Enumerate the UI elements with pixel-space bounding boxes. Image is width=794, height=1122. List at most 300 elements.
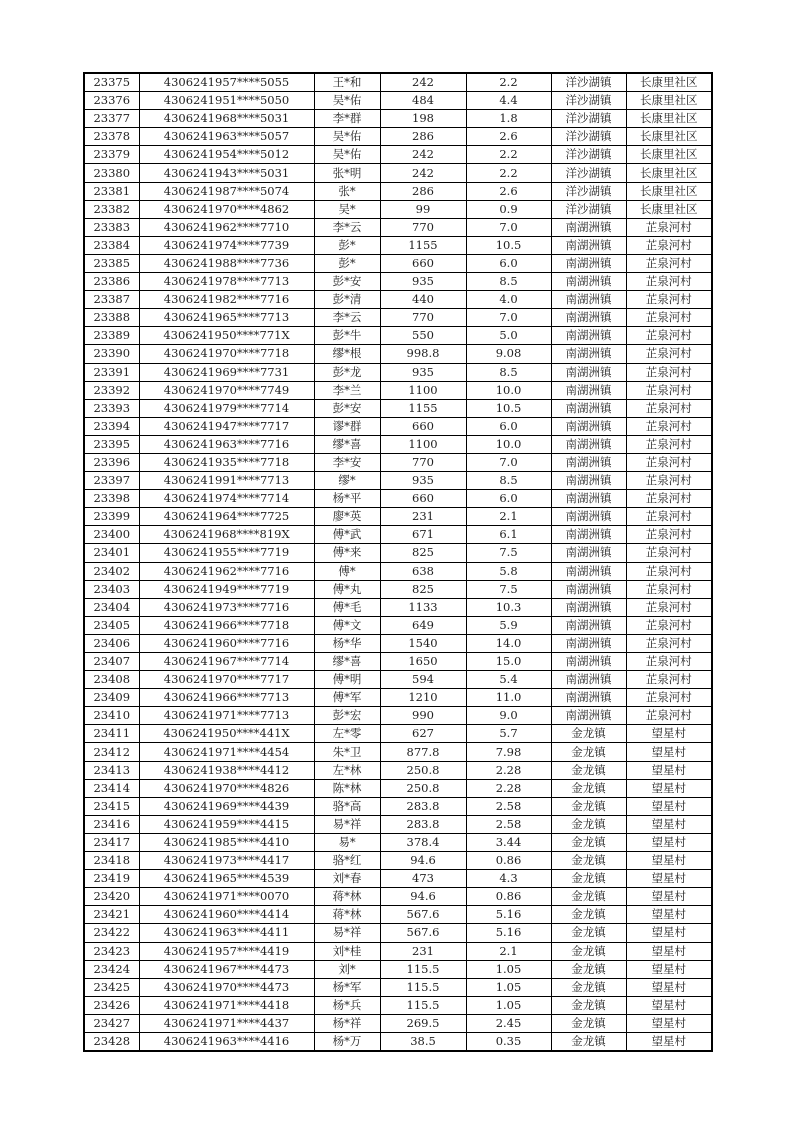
table-row — [84, 815, 712, 833]
table-row — [84, 218, 712, 236]
cell-quantity: 10.3 — [466, 598, 551, 616]
table-row — [84, 453, 712, 471]
cell-village: 芷泉河村 — [626, 490, 712, 508]
cell-quantity: 5.7 — [466, 725, 551, 743]
cell-town: 金龙镇 — [551, 743, 626, 761]
cell-town: 南湖洲镇 — [551, 472, 626, 490]
cell-amount: 660 — [380, 490, 466, 508]
cell-quantity: 1.05 — [466, 960, 551, 978]
cell-amount: 567.6 — [380, 906, 466, 924]
cell-name: 傅*武 — [314, 526, 380, 544]
cell-town: 洋沙湖镇 — [551, 146, 626, 164]
cell-name: 杨*万 — [314, 1032, 380, 1051]
cell-town: 南湖洲镇 — [551, 689, 626, 707]
cell-id-number: 4306241987****5074 — [139, 182, 314, 200]
cell-quantity: 2.45 — [466, 1014, 551, 1032]
cell-village: 芷泉河村 — [626, 671, 712, 689]
cell-town: 洋沙湖镇 — [551, 110, 626, 128]
cell-amount: 94.6 — [380, 888, 466, 906]
table-row — [84, 399, 712, 417]
cell-name: 易*祥 — [314, 924, 380, 942]
cell-village: 长康里社区 — [626, 164, 712, 182]
cell-id-number: 4306241973****4417 — [139, 852, 314, 870]
cell-row-number: 23375 — [84, 73, 139, 92]
cell-quantity: 5.8 — [466, 562, 551, 580]
table-row — [84, 942, 712, 960]
cell-village: 芷泉河村 — [626, 435, 712, 453]
cell-name: 彭*清 — [314, 291, 380, 309]
cell-name: 张* — [314, 182, 380, 200]
cell-id-number: 4306241969****4439 — [139, 797, 314, 815]
cell-town: 金龙镇 — [551, 833, 626, 851]
cell-id-number: 4306241991****7713 — [139, 472, 314, 490]
cell-town: 洋沙湖镇 — [551, 73, 626, 92]
cell-amount: 825 — [380, 544, 466, 562]
table-row — [84, 92, 712, 110]
cell-id-number: 4306241949****7719 — [139, 580, 314, 598]
cell-town: 南湖洲镇 — [551, 653, 626, 671]
cell-id-number: 4306241969****7731 — [139, 363, 314, 381]
cell-id-number: 4306241970****4826 — [139, 779, 314, 797]
cell-id-number: 4306241970****7717 — [139, 671, 314, 689]
cell-amount: 231 — [380, 508, 466, 526]
cell-name: 缪*根 — [314, 345, 380, 363]
cell-quantity: 1.8 — [466, 110, 551, 128]
table-row — [84, 707, 712, 725]
cell-name: 傅* — [314, 562, 380, 580]
table-row — [84, 616, 712, 634]
cell-id-number: 4306241970****7718 — [139, 345, 314, 363]
cell-name: 李*兰 — [314, 381, 380, 399]
cell-id-number: 4306241965****4539 — [139, 870, 314, 888]
cell-village: 芷泉河村 — [626, 653, 712, 671]
cell-village: 望星村 — [626, 725, 712, 743]
cell-quantity: 10.0 — [466, 435, 551, 453]
cell-name: 彭*安 — [314, 273, 380, 291]
cell-amount: 638 — [380, 562, 466, 580]
cell-amount: 286 — [380, 182, 466, 200]
cell-id-number: 4306241970****4473 — [139, 978, 314, 996]
table-row — [84, 960, 712, 978]
cell-town: 南湖洲镇 — [551, 435, 626, 453]
cell-village: 芷泉河村 — [626, 544, 712, 562]
cell-row-number: 23391 — [84, 363, 139, 381]
cell-town: 南湖洲镇 — [551, 544, 626, 562]
cell-row-number: 23405 — [84, 616, 139, 634]
cell-town: 南湖洲镇 — [551, 218, 626, 236]
cell-quantity: 0.35 — [466, 1032, 551, 1051]
cell-village: 芷泉河村 — [626, 472, 712, 490]
cell-name: 彭*宏 — [314, 707, 380, 725]
cell-row-number: 23383 — [84, 218, 139, 236]
cell-row-number: 23394 — [84, 417, 139, 435]
cell-amount: 484 — [380, 92, 466, 110]
cell-row-number: 23416 — [84, 815, 139, 833]
cell-name: 彭* — [314, 254, 380, 272]
cell-village: 芷泉河村 — [626, 381, 712, 399]
cell-id-number: 4306241971****4454 — [139, 743, 314, 761]
cell-id-number: 4306241963****7716 — [139, 435, 314, 453]
cell-quantity: 6.0 — [466, 490, 551, 508]
cell-amount: 627 — [380, 725, 466, 743]
cell-id-number: 4306241968****819X — [139, 526, 314, 544]
table-row — [84, 381, 712, 399]
cell-village: 长康里社区 — [626, 92, 712, 110]
cell-name: 缪* — [314, 472, 380, 490]
cell-village: 望星村 — [626, 743, 712, 761]
cell-amount: 567.6 — [380, 924, 466, 942]
cell-village: 望星村 — [626, 870, 712, 888]
cell-village: 芷泉河村 — [626, 417, 712, 435]
cell-town: 南湖洲镇 — [551, 417, 626, 435]
cell-id-number: 4306241968****5031 — [139, 110, 314, 128]
cell-village: 长康里社区 — [626, 182, 712, 200]
table-row — [84, 797, 712, 815]
table-row — [84, 906, 712, 924]
cell-quantity: 2.58 — [466, 797, 551, 815]
cell-id-number: 4306241982****7716 — [139, 291, 314, 309]
cell-row-number: 23414 — [84, 779, 139, 797]
cell-amount: 269.5 — [380, 1014, 466, 1032]
cell-name: 傅*文 — [314, 616, 380, 634]
table-row — [84, 870, 712, 888]
table-row — [84, 200, 712, 218]
cell-village: 芷泉河村 — [626, 236, 712, 254]
cell-name: 谬*群 — [314, 417, 380, 435]
cell-town: 金龙镇 — [551, 996, 626, 1014]
cell-row-number: 23427 — [84, 1014, 139, 1032]
cell-id-number: 4306241988****7736 — [139, 254, 314, 272]
cell-village: 芷泉河村 — [626, 399, 712, 417]
cell-quantity: 7.98 — [466, 743, 551, 761]
cell-quantity: 5.16 — [466, 906, 551, 924]
cell-quantity: 5.4 — [466, 671, 551, 689]
cell-name: 彭*安 — [314, 399, 380, 417]
cell-village: 芷泉河村 — [626, 291, 712, 309]
cell-id-number: 4306241962****7716 — [139, 562, 314, 580]
cell-quantity: 2.6 — [466, 128, 551, 146]
cell-row-number: 23393 — [84, 399, 139, 417]
cell-amount: 440 — [380, 291, 466, 309]
table-body — [84, 73, 712, 1051]
cell-quantity: 5.9 — [466, 616, 551, 634]
cell-name: 左*林 — [314, 761, 380, 779]
cell-town: 金龙镇 — [551, 924, 626, 942]
cell-quantity: 10.5 — [466, 399, 551, 417]
table-row — [84, 508, 712, 526]
cell-amount: 115.5 — [380, 960, 466, 978]
cell-town: 南湖洲镇 — [551, 508, 626, 526]
cell-quantity: 2.28 — [466, 761, 551, 779]
cell-town: 金龙镇 — [551, 960, 626, 978]
cell-quantity: 2.2 — [466, 146, 551, 164]
table-row — [84, 544, 712, 562]
cell-name: 廖*英 — [314, 508, 380, 526]
cell-name: 彭*龙 — [314, 363, 380, 381]
cell-id-number: 4306241951****5050 — [139, 92, 314, 110]
cell-quantity: 8.5 — [466, 363, 551, 381]
table-row — [84, 671, 712, 689]
cell-village: 芷泉河村 — [626, 689, 712, 707]
table-row — [84, 363, 712, 381]
cell-village: 望星村 — [626, 761, 712, 779]
cell-town: 金龙镇 — [551, 852, 626, 870]
table-row — [84, 562, 712, 580]
cell-amount: 115.5 — [380, 978, 466, 996]
cell-row-number: 23408 — [84, 671, 139, 689]
cell-name: 陈*林 — [314, 779, 380, 797]
cell-id-number: 4306241960****4414 — [139, 906, 314, 924]
cell-amount: 990 — [380, 707, 466, 725]
cell-row-number: 23409 — [84, 689, 139, 707]
cell-row-number: 23398 — [84, 490, 139, 508]
cell-row-number: 23390 — [84, 345, 139, 363]
cell-id-number: 4306241957****5055 — [139, 73, 314, 92]
cell-village: 芷泉河村 — [626, 598, 712, 616]
cell-village: 芷泉河村 — [626, 580, 712, 598]
cell-row-number: 23377 — [84, 110, 139, 128]
cell-amount: 1650 — [380, 653, 466, 671]
cell-id-number: 4306241950****771X — [139, 327, 314, 345]
cell-row-number: 23426 — [84, 996, 139, 1014]
cell-amount: 283.8 — [380, 797, 466, 815]
cell-quantity: 4.3 — [466, 870, 551, 888]
cell-id-number: 4306241967****4473 — [139, 960, 314, 978]
cell-row-number: 23424 — [84, 960, 139, 978]
cell-name: 傅*丸 — [314, 580, 380, 598]
table-row — [84, 761, 712, 779]
cell-row-number: 23400 — [84, 526, 139, 544]
cell-town: 南湖洲镇 — [551, 453, 626, 471]
cell-town: 南湖洲镇 — [551, 490, 626, 508]
cell-town: 南湖洲镇 — [551, 580, 626, 598]
cell-row-number: 23425 — [84, 978, 139, 996]
cell-amount: 660 — [380, 254, 466, 272]
cell-town: 金龙镇 — [551, 1032, 626, 1051]
cell-amount: 473 — [380, 870, 466, 888]
cell-quantity: 7.0 — [466, 453, 551, 471]
cell-village: 芷泉河村 — [626, 616, 712, 634]
cell-quantity: 7.5 — [466, 544, 551, 562]
cell-row-number: 23415 — [84, 797, 139, 815]
cell-quantity: 5.16 — [466, 924, 551, 942]
cell-id-number: 4306241954****5012 — [139, 146, 314, 164]
cell-amount: 283.8 — [380, 815, 466, 833]
cell-village: 芷泉河村 — [626, 363, 712, 381]
cell-quantity: 2.2 — [466, 164, 551, 182]
cell-row-number: 23403 — [84, 580, 139, 598]
table-row — [84, 110, 712, 128]
cell-village: 长康里社区 — [626, 128, 712, 146]
table-row — [84, 327, 712, 345]
cell-town: 南湖洲镇 — [551, 345, 626, 363]
cell-id-number: 4306241964****7725 — [139, 508, 314, 526]
table-row — [84, 128, 712, 146]
cell-quantity: 2.28 — [466, 779, 551, 797]
table-row — [84, 1014, 712, 1032]
cell-town: 南湖洲镇 — [551, 363, 626, 381]
table-row — [84, 526, 712, 544]
cell-quantity: 2.58 — [466, 815, 551, 833]
cell-name: 易* — [314, 833, 380, 851]
cell-row-number: 23422 — [84, 924, 139, 942]
cell-quantity: 8.5 — [466, 273, 551, 291]
cell-id-number: 4306241971****0070 — [139, 888, 314, 906]
cell-town: 金龙镇 — [551, 779, 626, 797]
table-row — [84, 73, 712, 92]
cell-town: 金龙镇 — [551, 906, 626, 924]
table-row — [84, 146, 712, 164]
cell-id-number: 4306241979****7714 — [139, 399, 314, 417]
cell-town: 南湖洲镇 — [551, 236, 626, 254]
cell-amount: 825 — [380, 580, 466, 598]
cell-amount: 1210 — [380, 689, 466, 707]
cell-id-number: 4306241963****4411 — [139, 924, 314, 942]
cell-name: 吴*佑 — [314, 146, 380, 164]
cell-row-number: 23388 — [84, 309, 139, 327]
cell-town: 金龙镇 — [551, 888, 626, 906]
cell-village: 芷泉河村 — [626, 327, 712, 345]
cell-amount: 242 — [380, 73, 466, 92]
table-row — [84, 996, 712, 1014]
cell-town: 南湖洲镇 — [551, 399, 626, 417]
cell-amount: 242 — [380, 146, 466, 164]
table-row — [84, 852, 712, 870]
cell-id-number: 4306241974****7714 — [139, 490, 314, 508]
cell-name: 张*明 — [314, 164, 380, 182]
cell-row-number: 23404 — [84, 598, 139, 616]
cell-name: 左*零 — [314, 725, 380, 743]
table-row — [84, 472, 712, 490]
table-row — [84, 653, 712, 671]
data-table — [83, 72, 713, 1052]
cell-village: 芷泉河村 — [626, 508, 712, 526]
cell-row-number: 23380 — [84, 164, 139, 182]
cell-id-number: 4306241962****7710 — [139, 218, 314, 236]
cell-name: 缪*喜 — [314, 435, 380, 453]
cell-row-number: 23413 — [84, 761, 139, 779]
cell-town: 金龙镇 — [551, 815, 626, 833]
cell-amount: 770 — [380, 218, 466, 236]
table-row — [84, 182, 712, 200]
cell-amount: 1100 — [380, 381, 466, 399]
cell-row-number: 23417 — [84, 833, 139, 851]
cell-row-number: 23396 — [84, 453, 139, 471]
table-row — [84, 634, 712, 652]
cell-town: 南湖洲镇 — [551, 616, 626, 634]
cell-row-number: 23428 — [84, 1032, 139, 1051]
cell-row-number: 23412 — [84, 743, 139, 761]
table-row — [84, 888, 712, 906]
cell-name: 李*群 — [314, 110, 380, 128]
table-row — [84, 978, 712, 996]
cell-amount: 1100 — [380, 435, 466, 453]
cell-village: 望星村 — [626, 852, 712, 870]
cell-town: 金龙镇 — [551, 978, 626, 996]
cell-quantity: 6.0 — [466, 417, 551, 435]
cell-id-number: 4306241960****7716 — [139, 634, 314, 652]
cell-town: 洋沙湖镇 — [551, 128, 626, 146]
cell-name: 刘*春 — [314, 870, 380, 888]
cell-amount: 286 — [380, 128, 466, 146]
cell-id-number: 4306241957****4419 — [139, 942, 314, 960]
cell-quantity: 14.0 — [466, 634, 551, 652]
cell-town: 金龙镇 — [551, 761, 626, 779]
cell-village: 望星村 — [626, 1014, 712, 1032]
cell-village: 芷泉河村 — [626, 562, 712, 580]
cell-town: 南湖洲镇 — [551, 598, 626, 616]
cell-amount: 94.6 — [380, 852, 466, 870]
cell-town: 洋沙湖镇 — [551, 92, 626, 110]
cell-row-number: 23418 — [84, 852, 139, 870]
cell-amount: 1540 — [380, 634, 466, 652]
cell-row-number: 23423 — [84, 942, 139, 960]
cell-row-number: 23411 — [84, 725, 139, 743]
cell-village: 望星村 — [626, 978, 712, 996]
cell-quantity: 9.08 — [466, 345, 551, 363]
cell-name: 易*祥 — [314, 815, 380, 833]
cell-quantity: 2.1 — [466, 942, 551, 960]
cell-quantity: 11.0 — [466, 689, 551, 707]
cell-amount: 1155 — [380, 399, 466, 417]
cell-row-number: 23420 — [84, 888, 139, 906]
cell-row-number: 23387 — [84, 291, 139, 309]
cell-id-number: 4306241966****7718 — [139, 616, 314, 634]
cell-village: 长康里社区 — [626, 146, 712, 164]
cell-id-number: 4306241935****7718 — [139, 453, 314, 471]
cell-village: 望星村 — [626, 942, 712, 960]
cell-quantity: 5.0 — [466, 327, 551, 345]
cell-amount: 594 — [380, 671, 466, 689]
cell-amount: 115.5 — [380, 996, 466, 1014]
cell-amount: 231 — [380, 942, 466, 960]
cell-row-number: 23389 — [84, 327, 139, 345]
cell-amount: 660 — [380, 417, 466, 435]
cell-town: 南湖洲镇 — [551, 562, 626, 580]
cell-id-number: 4306241966****7713 — [139, 689, 314, 707]
cell-town: 南湖洲镇 — [551, 273, 626, 291]
cell-name: 吴*佑 — [314, 128, 380, 146]
cell-quantity: 9.0 — [466, 707, 551, 725]
table-row — [84, 580, 712, 598]
cell-town: 金龙镇 — [551, 870, 626, 888]
cell-amount: 1155 — [380, 236, 466, 254]
cell-name: 蒋*林 — [314, 906, 380, 924]
cell-row-number: 23386 — [84, 273, 139, 291]
cell-quantity: 8.5 — [466, 472, 551, 490]
cell-quantity: 2.2 — [466, 73, 551, 92]
table-row — [84, 345, 712, 363]
cell-quantity: 6.1 — [466, 526, 551, 544]
cell-quantity: 0.86 — [466, 852, 551, 870]
cell-id-number: 4306241970****7749 — [139, 381, 314, 399]
cell-town: 金龙镇 — [551, 797, 626, 815]
cell-town: 南湖洲镇 — [551, 291, 626, 309]
cell-name: 杨*华 — [314, 634, 380, 652]
cell-row-number: 23376 — [84, 92, 139, 110]
cell-name: 傅*毛 — [314, 598, 380, 616]
table-row — [84, 273, 712, 291]
table-row — [84, 254, 712, 272]
cell-name: 吴* — [314, 200, 380, 218]
cell-village: 芷泉河村 — [626, 273, 712, 291]
cell-quantity: 3.44 — [466, 833, 551, 851]
cell-name: 杨*祥 — [314, 1014, 380, 1032]
cell-village: 望星村 — [626, 779, 712, 797]
cell-village: 芷泉河村 — [626, 453, 712, 471]
cell-name: 李*云 — [314, 309, 380, 327]
cell-village: 望星村 — [626, 996, 712, 1014]
